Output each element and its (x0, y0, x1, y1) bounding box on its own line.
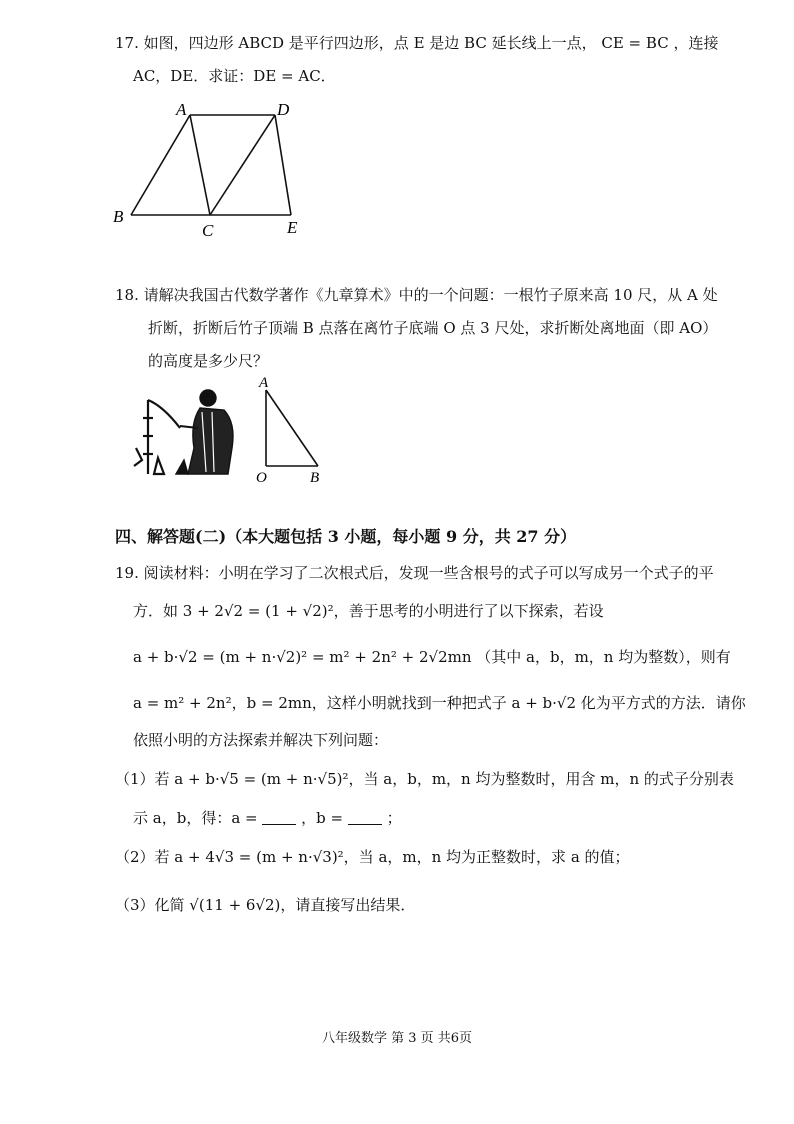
page-footer: 八年级数学 第 3 页 共6页 (321, 1031, 473, 1046)
q18-text-line1: 18. 请解决我国古代数学著作《九章算术》中的一个问题：一根竹子原来高 10 尺，从 A 处 (115, 286, 718, 304)
segment-ab (131, 115, 190, 215)
parallelogram-figure (105, 95, 315, 240)
q19-part1-answer-b-label: ，b = (301, 809, 344, 827)
q19-part3: （3）化简 √(11 + 6√2)，请直接写出结果． (115, 896, 416, 914)
q17-text-line1: 17. 如图，四边形 ABCD 是平行四边形，点 E 是边 BC 延长线上一点， CE = BC ，连接 (115, 34, 719, 52)
label-b-triangle: B (310, 470, 320, 486)
q19-text-line3: a + b·√2 = (m + n·√2)² = m² + 2n² + 2√2mn （其中 a，b，m，n 均为整数），则有 (133, 648, 731, 666)
label-o: O (256, 470, 267, 486)
q19-part1-line1: （1）若 a + b·√5 = (m + n·√5)²，当 a，b，m，n 均为整数时，用含 m，n 的式子分别表 (115, 770, 734, 788)
segment-ab-hypotenuse (266, 390, 318, 466)
scholar-bamboo-illustration (128, 378, 248, 483)
q19-text-line2: 方．如 3 + 2√2 = (1 + √2)²，善于思考的小明进行了以下探索，若设 (133, 602, 604, 620)
q17-text-line2: AC，DE．求证：DE = AC． (133, 67, 336, 85)
segment-de (275, 115, 291, 215)
q18-text-line2: 折断，折断后竹子顶端 B 点落在离竹子底端 O 点 3 尺处，求折断处离地面（即 AO） (148, 319, 718, 337)
label-e: E (287, 218, 298, 237)
right-triangle-figure (250, 372, 330, 487)
segment-ac (190, 115, 210, 215)
label-a: A (176, 100, 187, 119)
q19-text-line1: 19. 阅读材料：小明在学习了二次根式后，发现一些含根号的式子可以写成另一个式子的平 (115, 564, 714, 582)
answer-b-blank[interactable] (348, 810, 382, 825)
segment-dc (210, 115, 275, 215)
label-a-triangle: A (259, 375, 269, 391)
q19-part2: （2）若 a + 4√3 = (m + n·√3)²，当 a，m，n 均为正整数时，求 a 的值； (115, 848, 630, 866)
q19-text-line5: 依照小明的方法探索并解决下列问题： (133, 731, 389, 749)
q19-part1-end: ； (386, 809, 402, 827)
section-4-heading: 四、解答题(二)（本大题包括 3 小题，每小题 9 分，共 27 分） (115, 527, 577, 546)
answer-a-blank[interactable] (262, 810, 296, 825)
label-d: D (277, 100, 290, 119)
label-b: B (113, 207, 124, 226)
q19-text-line4: a = m² + 2n²，b = 2mn，这样小明就找到一种把式子 a + b·√2 化为平方式的方法．请你 (133, 694, 746, 712)
q19-part1-line2 (133, 808, 402, 828)
q19-part1-answer-a-label: 示 a，b，得：a = (133, 809, 258, 827)
label-c: C (202, 221, 214, 240)
q18-text-line3: 的高度是多少尺？ (148, 352, 269, 370)
